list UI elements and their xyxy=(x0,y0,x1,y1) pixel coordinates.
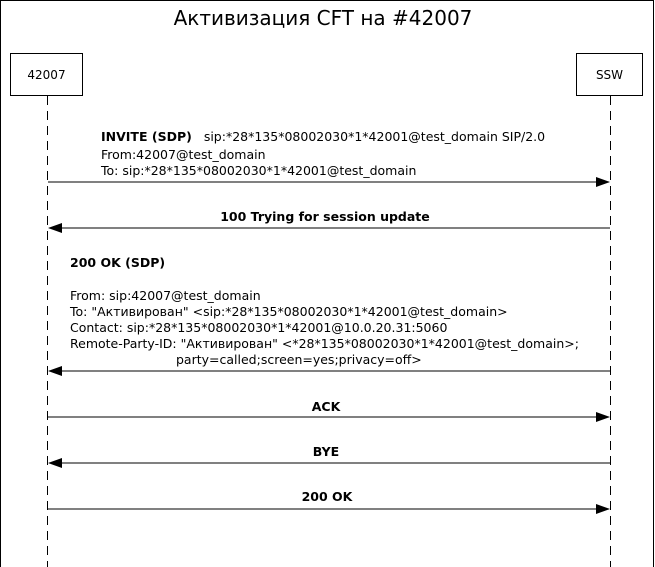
ack-label: ACK xyxy=(311,399,341,414)
message-ok xyxy=(48,489,609,509)
message-ok-sdp xyxy=(49,255,610,371)
ok-sdp-from: From: sip:42007@test_domain xyxy=(70,288,261,303)
invite-from: From:42007@test_domain xyxy=(101,147,266,162)
invite-method: INVITE (SDP) xyxy=(101,129,192,144)
message-trying xyxy=(49,209,610,228)
bye-label: BYE xyxy=(312,444,340,459)
actor-label-ssw: SSW xyxy=(595,68,624,82)
diagram-frame xyxy=(1,1,654,567)
message-bye xyxy=(49,444,610,463)
invite-uri: sip:*28*135*08002030*1*42001@test_domain SIP/2.0 xyxy=(203,129,546,144)
diagram-title: Активизация CFT на #42007 xyxy=(173,6,473,30)
ok-label: 200 OK xyxy=(301,489,353,504)
ok-sdp-party: party=called;screen=yes;privacy=off> xyxy=(176,352,422,367)
trying-label: 100 Trying for session update xyxy=(220,209,430,224)
ok-sdp-contact: Contact: sip:*28*135*08002030*1*42001@10.0.20.31:5060 xyxy=(70,320,448,335)
invite-to: To: sip:*28*135*08002030*1*42001@test_domain xyxy=(101,163,417,178)
ok-sdp-remote-party-id: Remote-Party-ID: "Активирован" <*28*135*08002030*1*42001@test_domain>; xyxy=(70,336,579,351)
ok-sdp-label: 200 OK (SDP) xyxy=(70,255,166,270)
ok-sdp-to: To: "Активирован" <sip:*28*135*08002030*1*42001@test_domain> xyxy=(70,304,508,319)
message-invite xyxy=(48,129,609,182)
message-ack xyxy=(48,399,609,417)
svg-text:INVITE (SDP) sip:*28*135 xyxy=(101,129,545,144)
actor-label-42007: 42007 xyxy=(27,68,66,82)
